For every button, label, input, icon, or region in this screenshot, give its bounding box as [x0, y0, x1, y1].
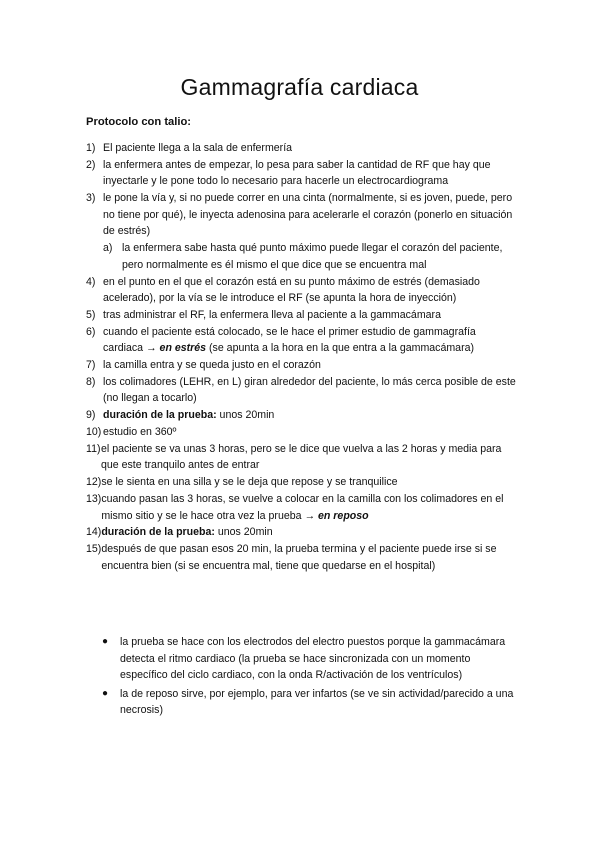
list-item: 14) duración de la prueba: unos 20min: [86, 526, 273, 539]
list-item: 6) cuando el paciente está colocado, se le hace el primer estudio de gammagrafía cardiaca → en estrés (se apunta a la hora en la que entra a la gammacámara): [86, 325, 476, 355]
notes-bullet-list: [102, 634, 518, 721]
list-item: 9) duración de la prueba: unos 20min: [86, 409, 275, 422]
bold-label: duración de la prueba:: [101, 526, 215, 539]
arrow-icon: →: [146, 342, 157, 355]
bullet-icon: ●: [102, 636, 109, 647]
bullet-item: ● la prueba se hace con los electrodos del electro puestos porque la gammacámara detecta el ritmo cardiaco (la prueba se hace sincronizada con un momento específico del ciclo cardiaco, con la onda R/activación de los ventrículos): [102, 634, 518, 684]
bold-label: duración de la prueba:: [103, 409, 217, 422]
emphasis-en-estres: en estrés: [159, 342, 207, 355]
document-title: Gammagrafía cardiaca: [180, 74, 419, 100]
list-item: 1) El paciente llega a la sala de enfermería: [86, 142, 293, 154]
list-subitem: a) la enfermera sabe hasta qué punto máximo puede llegar el corazón del paciente, pero normalmente es él mismo el que dice que se encuentra mal: [103, 242, 503, 271]
list-item: 10) estudio en 360º: [86, 425, 177, 438]
list-item: 12) se le sienta en una silla y se le deja que repose y se tranquilice: [86, 476, 398, 489]
arrow-icon: →: [304, 509, 316, 522]
bullet-icon: ●: [102, 687, 109, 699]
list-item: 13) cuando pasan las 3 horas, se vuelve a colocar en la camilla con los colimadores en el mismo sitio y se le hace otra vez la prueba → en reposo: [86, 492, 504, 522]
bullet-item: ● la de reposo sirve, por ejemplo, para ver infartos (se ve sin actividad/parecido a una necrosis): [102, 686, 518, 719]
list-item: 8) los colimadores (LEHR, en L) giran alrededor del paciente, lo más cerca posible de este (no llegan a tocarlo): [86, 375, 516, 405]
emphasis-en-reposo: en reposo: [318, 509, 369, 522]
list-item: 15) después de que pasan esos 20 min, la prueba termina y el paciente puede irse si se encuentra bien (si se encuentra mal, tiene que quedarse en el hospital): [86, 543, 497, 572]
list-item: 2) la enfermera antes de empezar, lo pesa para saber la cantidad de RF que hay que inyectarle y le pone todo lo necesario para hacerle un electrocardiograma: [86, 158, 491, 188]
protocol-steps-list: [86, 140, 518, 574]
list-item: 5) tras administrar el RF, la enfermera lleva al paciente a la gammacámara: [86, 308, 441, 321]
list-item: 11) el paciente se va unas 3 horas, pero se le dice que vuelva a las 2 horas y media para que este tranquilo antes de entrar: [86, 442, 502, 472]
list-item: 4) en el punto en el que el corazón está en su punto máximo de estrés (demasiado acelerado), por la vía se le introduce el RF (se apunta la hora de inyección): [86, 275, 480, 305]
list-item: 7) la camilla entra y se queda justo en el corazón: [86, 359, 321, 372]
protocol-subtitle: Protocolo con talio:: [86, 116, 192, 128]
list-item: 3) le pone la vía y, si no puede correr en una cinta (normalmente, si es joven, puede, pero no tiene por qué), le inyecta adenosina para acelerarle el corazón (ponerlo en situación de estrés): [86, 192, 513, 238]
